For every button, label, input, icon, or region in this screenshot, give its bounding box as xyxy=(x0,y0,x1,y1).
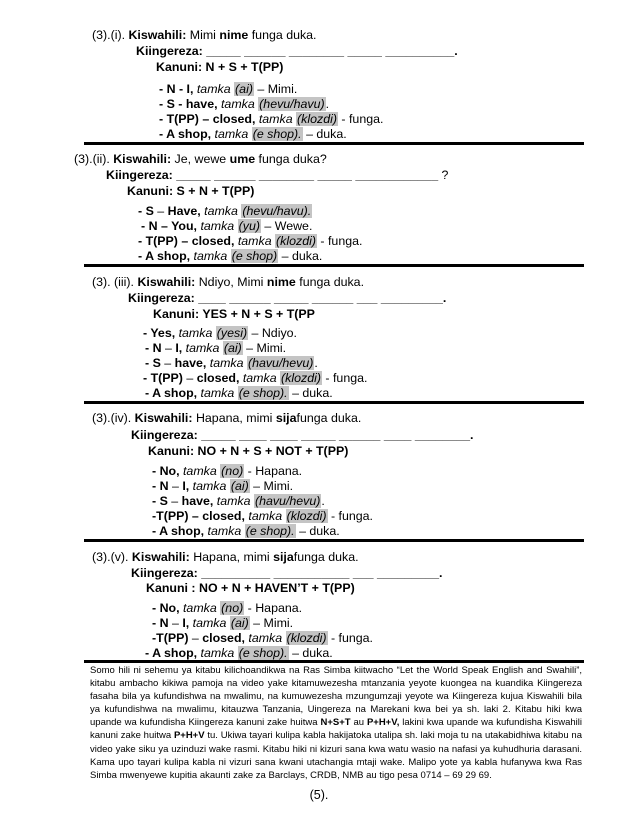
text-segment: ? xyxy=(438,168,449,182)
text-segment: – xyxy=(160,356,175,370)
text-segment: – Mimi. xyxy=(253,82,298,96)
section-divider xyxy=(84,660,584,663)
text-segment: - A shop, xyxy=(138,249,194,263)
text-segment: I, xyxy=(182,616,193,630)
lesson-line xyxy=(152,509,373,524)
lesson-line xyxy=(156,60,283,75)
text-segment: tamka xyxy=(193,249,231,263)
text-segment: tu. Ukiwa tayari kulipa kabla hakijatoka utalipa sh. laki moja tu na utakabidhiwa kitabu na video yake siku ya uzinduzi wake rasmi. Kitabu hiki ni kizuri sana kwa watu wasio na nafasi ya kuhudhuria darasani. Kama upo tayari kulipa kabla ni vizuri sana kwani utachangia mtaji wake. Malipo yote ya kabla hufanywa kwa Ras Simba mwenyewe kupitia akaunti zake za Barclays, CRDB, NMB au tigo pesa 0714 – 69 29 69. xyxy=(90,730,582,781)
text-segment: sija xyxy=(275,411,297,425)
text-segment: (3).(v). xyxy=(92,550,132,564)
text-segment: have, xyxy=(174,356,210,370)
text-segment: ume xyxy=(229,152,256,166)
page-number: (5). xyxy=(309,788,329,802)
text-segment: tamka xyxy=(196,82,235,96)
lesson-line xyxy=(143,371,367,386)
text-segment: - A shop, xyxy=(159,127,215,141)
text-segment: Have, xyxy=(167,204,205,218)
text-segment: tamka xyxy=(200,219,238,233)
text-segment: funga duka. xyxy=(295,275,365,289)
text-segment: sija xyxy=(273,550,294,564)
text-segment: tamka xyxy=(214,127,252,141)
text-segment: Kiingereza: __________ ___________ ___ _________. xyxy=(131,566,443,580)
text-segment: tamka xyxy=(237,234,276,248)
text-segment: funga duka. xyxy=(248,28,317,42)
text-segment: – xyxy=(167,494,182,508)
text-segment: (3).(i). xyxy=(92,28,129,42)
lesson-line xyxy=(148,444,348,459)
text-segment: - Hapana. xyxy=(244,464,303,478)
text-segment: tamka xyxy=(209,356,247,370)
text-segment: -T(PP) xyxy=(152,631,189,645)
lesson-line xyxy=(145,386,333,401)
text-segment: Kiswahili: xyxy=(128,28,187,42)
text-segment: – xyxy=(168,479,183,493)
lesson-line xyxy=(128,291,446,306)
lesson-line xyxy=(92,411,361,426)
pronunciation-highlight: (havu/hevu) xyxy=(247,356,314,370)
text-segment: – xyxy=(188,631,203,645)
text-segment: Mimi xyxy=(186,28,220,42)
text-segment: – xyxy=(168,616,183,630)
text-segment: – duka. xyxy=(288,386,333,400)
text-segment: - N – You, xyxy=(141,219,201,233)
pronunciation-highlight: (klozdi) xyxy=(297,112,337,126)
text-segment: closed, xyxy=(196,371,243,385)
text-segment: . xyxy=(321,494,325,508)
text-segment: tamka xyxy=(204,204,242,218)
text-segment: tamka xyxy=(258,112,297,126)
text-segment: funga duka? xyxy=(255,152,327,166)
text-segment: – duka. xyxy=(288,646,333,660)
text-segment: tamka xyxy=(200,386,238,400)
text-segment: Kiingereza: ____ ______ _____ ______ ___ _________. xyxy=(128,291,447,305)
text-segment: Hapana, mimi xyxy=(189,550,274,564)
text-segment: funga duka. xyxy=(293,550,359,564)
text-segment: Kanuni: NO + N + S + NOT + T(PP) xyxy=(148,444,349,458)
text-segment: - N xyxy=(145,341,162,355)
lesson-line xyxy=(159,82,297,97)
text-segment: N+S+T xyxy=(320,717,351,729)
pronunciation-highlight: (no) xyxy=(221,464,244,478)
section-divider xyxy=(84,539,584,542)
text-segment: - funga. xyxy=(321,371,368,385)
pronunciation-highlight: (yesi) xyxy=(216,326,248,340)
pronunciation-highlight: (ai) xyxy=(230,616,249,630)
text-segment: . xyxy=(314,356,318,370)
pronunciation-highlight: (e shop). xyxy=(238,646,288,660)
pronunciation-highlight: (ai) xyxy=(223,341,242,355)
text-segment: - N xyxy=(152,479,169,493)
text-segment: closed, xyxy=(202,631,249,645)
text-segment: - S xyxy=(152,494,168,508)
lesson-line xyxy=(145,646,333,661)
text-segment: - Hapana. xyxy=(244,601,303,615)
text-segment: au xyxy=(350,717,367,729)
section-divider xyxy=(84,264,584,267)
text-segment: – duka. xyxy=(295,524,340,538)
pronunciation-highlight: (klozdi) xyxy=(276,234,316,248)
lesson-line xyxy=(153,307,315,322)
text-segment: - S - have, xyxy=(159,97,221,111)
text-segment: tamka xyxy=(182,601,221,615)
lesson-line xyxy=(146,581,355,596)
pronunciation-highlight: (klozdi) xyxy=(286,631,327,645)
lesson-line xyxy=(143,326,297,341)
text-segment: . xyxy=(325,97,330,111)
text-segment: - T(PP) xyxy=(143,371,183,385)
lesson-line xyxy=(152,479,293,494)
text-segment: tamka xyxy=(248,631,286,645)
text-segment: (3). (iii). xyxy=(92,275,138,289)
lesson-line xyxy=(138,204,312,219)
text-segment: Kiswahili: xyxy=(131,550,190,564)
lesson-line xyxy=(145,341,286,356)
text-segment: I, xyxy=(175,341,186,355)
text-segment: I, xyxy=(182,479,193,493)
text-segment: - Yes, xyxy=(143,326,179,340)
text-segment: Je, wewe xyxy=(171,152,230,166)
text-segment: – xyxy=(153,204,168,218)
lesson-line xyxy=(152,601,302,616)
text-segment: - A shop, xyxy=(152,524,208,538)
text-segment: - No, xyxy=(152,464,183,478)
text-segment: tamka xyxy=(192,616,230,630)
text-segment: Kiingereza: _____ ______ ________ _____ ____________ xyxy=(106,168,439,182)
text-segment: – xyxy=(182,371,197,385)
text-segment: tamka xyxy=(178,326,216,340)
text-segment: tamka xyxy=(182,464,221,478)
text-segment: tamka xyxy=(207,524,245,538)
lesson-line xyxy=(92,275,364,290)
text-segment: Hapana, mimi xyxy=(192,411,276,425)
text-segment: – duka. xyxy=(302,127,347,141)
text-segment: - funga. xyxy=(337,112,384,126)
text-segment: Kiswahili: xyxy=(134,411,193,425)
lesson-line xyxy=(136,44,458,59)
text-segment: lakini kwa upande wa kufundisha Kiswahili kanuni zake huitwa xyxy=(90,717,582,742)
text-segment: - N xyxy=(152,616,169,630)
text-segment: (3).(ii). xyxy=(74,152,114,166)
text-segment: – Mimi. xyxy=(249,616,294,630)
text-segment: - A shop, xyxy=(145,646,201,660)
lesson-line xyxy=(138,249,322,264)
pronunciation-highlight: (e shop). xyxy=(238,386,288,400)
text-segment: - N - I, xyxy=(159,82,197,96)
text-segment: tamka xyxy=(248,509,286,523)
text-segment: – xyxy=(161,341,176,355)
text-segment: tamka xyxy=(220,97,259,111)
lesson-line xyxy=(152,616,293,631)
lesson-line xyxy=(159,97,329,112)
lesson-line xyxy=(141,219,312,234)
text-segment: - No, xyxy=(152,601,183,615)
text-segment: Kiingereza: _____ ______ ________ _____ __________. xyxy=(136,44,458,58)
text-segment: nime xyxy=(266,275,296,289)
text-segment: Kiswahili: xyxy=(137,275,196,289)
text-segment: nime xyxy=(219,28,249,42)
text-segment: Kanuni: S + N + T(PP) xyxy=(127,184,255,198)
text-segment: – duka. xyxy=(278,249,323,263)
text-segment: - S xyxy=(145,356,161,370)
lesson-line xyxy=(152,464,302,479)
lesson-line xyxy=(127,184,254,199)
text-segment: P+H+V xyxy=(173,730,205,742)
lesson-line xyxy=(131,428,473,443)
pronunciation-highlight: (hevu/havu). xyxy=(242,204,312,218)
pronunciation-highlight: (havu/hevu) xyxy=(254,494,321,508)
text-segment: Kanuni: YES + N + S + T(PP xyxy=(153,307,315,321)
text-segment: – Mimi. xyxy=(242,341,287,355)
text-segment: Ndiyo, Mimi xyxy=(195,275,267,289)
lesson-line xyxy=(74,152,327,167)
text-segment: - T(PP) – closed, xyxy=(159,112,259,126)
text-segment: funga duka. xyxy=(296,411,362,425)
pronunciation-highlight: (e shop) xyxy=(231,249,278,263)
lesson-line xyxy=(152,494,325,509)
text-segment: - funga. xyxy=(327,631,373,645)
text-segment: (3).(iv). xyxy=(92,411,135,425)
text-segment: tamka xyxy=(242,371,281,385)
section-divider xyxy=(84,401,584,404)
lesson-line xyxy=(106,168,448,183)
lesson-line xyxy=(92,28,317,43)
lesson-line xyxy=(159,112,383,127)
pronunciation-highlight: (e shop). xyxy=(252,127,302,141)
text-segment: tamka xyxy=(216,494,254,508)
text-segment: - A shop, xyxy=(145,386,201,400)
footer-paragraph xyxy=(90,664,582,782)
pronunciation-highlight: (klozdi) xyxy=(281,371,321,385)
text-segment: Kiswahili: xyxy=(113,152,172,166)
text-segment: – Mimi. xyxy=(249,479,294,493)
lesson-line xyxy=(159,127,347,142)
text-segment: tamka xyxy=(192,479,230,493)
lesson-line xyxy=(138,234,362,249)
lesson-line xyxy=(152,524,340,539)
lesson-line xyxy=(131,566,442,581)
text-segment: -T(PP) – closed, xyxy=(152,509,249,523)
text-segment: - T(PP) – closed, xyxy=(138,234,238,248)
lesson-line xyxy=(145,356,318,371)
pronunciation-highlight: (no) xyxy=(221,601,244,615)
text-segment: - funga. xyxy=(327,509,373,523)
text-segment: Kanuni : NO + N + HAVEN’T + T(PP) xyxy=(146,581,355,595)
text-segment: Somo hili ni sehemu ya kitabu kilichoandikwa na Ras Simba kiitwacho “Let the World Speak English and Swahili”, kitabu ambacho kikiwa pamoja na video yake kitamuwezesha mtanzania yeyote kuongea na kuandika Kiingereza fasaha bila ya kufundishwa na mwalimu, na kumuwezesha mzungumzaji yeyote wa Kiingereza kujua Kiswahili bila ya kufundishwa na mwalimu, kitauzwa Tanzania, Uingereza na Marekani kwa bei ya sh. laki 2. Kitabu hiki kwa upande wa kufundisha Kiingereza kanuni zake huitwa xyxy=(90,665,582,729)
text-segment: – Ndiyo. xyxy=(248,326,297,340)
lesson-line xyxy=(152,631,373,646)
text-segment: Kanuni: N + S + T(PP) xyxy=(156,60,284,74)
lesson-line xyxy=(92,550,359,565)
text-segment: tamka xyxy=(185,341,223,355)
pronunciation-highlight: (e shop). xyxy=(245,524,295,538)
pronunciation-highlight: (klozdi) xyxy=(286,509,327,523)
text-segment: have, xyxy=(181,494,217,508)
text-segment: Kiingereza: _____ ____ ____ _____ ______ ____ ________. xyxy=(131,428,474,442)
text-segment: tamka xyxy=(200,646,238,660)
pronunciation-highlight: (hevu/havu) xyxy=(259,97,325,111)
text-segment: – Wewe. xyxy=(260,219,313,233)
text-segment: - S xyxy=(138,204,154,218)
pronunciation-highlight: (yu) xyxy=(238,219,260,233)
pronunciation-highlight: (ai) xyxy=(230,479,249,493)
text-segment: - funga. xyxy=(316,234,363,248)
pronunciation-highlight: (ai) xyxy=(235,82,253,96)
text-segment: P+H+V, xyxy=(366,717,400,729)
section-divider xyxy=(84,142,584,145)
